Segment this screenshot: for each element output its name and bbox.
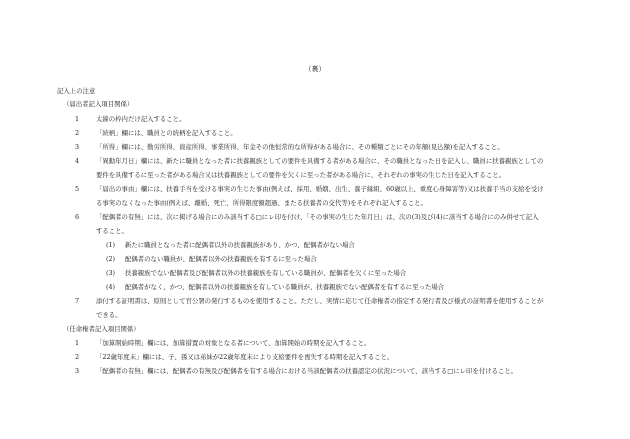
item-text-continued: る事実のなくなった事由(例えば、離婚、死亡、所得限度額超過、またる扶養者の交代等)をそれぞれ記入すること。 — [96, 199, 427, 207]
page-label: （裏） — [304, 65, 326, 73]
item-text-continued: 要件を具備するに至った者がある場合又は扶養親族としての要件を欠くに至った者がある場合に、それぞれの事実の生じた日を記入すること。 — [96, 171, 505, 179]
item-number: 3 — [75, 143, 80, 151]
item-text: 添付する証明書は、原則として官公署の発行するものを使用すること。ただし、実情に応じて任命権者の指定する発行者及び様式の証明書を使用することが — [96, 297, 544, 305]
item-number: 6 — [75, 213, 80, 221]
item-text: 「続柄」欄には、職員との続柄を記入すること。 — [96, 129, 237, 137]
item-text: 「異動年月日」欄には、新たに職員となった者に扶養親族としての要件を具備する者がある場合に、その職員となった日を記入し、職員に扶養親族としての — [96, 157, 544, 165]
section1-heading: （届出者記入項目関係） — [63, 100, 134, 108]
item-text: 「配偶者の有無」欄には、配偶者の有無及び配偶者を有する場合における当該配偶者の扶養認定の状況について、該当する□にレ印を付けること。 — [96, 367, 518, 375]
subitem-text: 新たに職員となった者に配偶者以外の扶養親族があり、かつ、配偶者がない場合 — [125, 241, 355, 249]
notes-title: 記入上の注意 — [57, 87, 96, 95]
subitem-number: (3) — [106, 269, 116, 277]
item-text-continued: できる。 — [96, 311, 122, 319]
item-number: 7 — [75, 297, 80, 305]
item-number: 3 — [75, 367, 80, 375]
item-text-continued: すること。 — [96, 227, 128, 235]
subitem-number: (2) — [106, 255, 116, 263]
subitem-text: 配偶者がなく、かつ、配偶者以外の扶養親族を有している職員が、扶養親族でない配偶者を有するに至った場合 — [125, 283, 445, 291]
item-number: 1 — [75, 115, 80, 123]
item-text: 太線の枠内だけ記入すること。 — [96, 115, 186, 123]
item-number: 2 — [75, 353, 80, 361]
subitem-text: 扶養親族でない配偶者及び配偶者以外の扶養親族を有している職員が、配偶者を欠くに至った場合 — [125, 269, 407, 277]
item-number: 4 — [75, 157, 80, 165]
subitem-number: (4) — [106, 283, 116, 291]
subitem-text: 配偶者のない職員が、配偶者以外の扶養親族を有するに至った場合 — [125, 255, 317, 263]
item-number: 1 — [75, 339, 80, 347]
item-text: 「22歳年度末」欄には、子、孫又は弟妹が22歳年度末により支給要件を喪失する時期を記入すること。 — [96, 353, 394, 361]
item-number: 2 — [75, 129, 80, 137]
item-number: 5 — [75, 185, 80, 193]
section2-heading: （任命権者記入項目関係） — [63, 325, 140, 333]
item-text: 「所得」欄には、勤労所得、資産所得、事業所得、年金その他恒常的な所得がある場合に、その種類ごとにその年額(見込額)を記入すること。 — [96, 143, 504, 151]
item-text: 「配偶者の有無」には、次に掲げる場合にのみ該当する□にレ印を付け、「その事実の生じた年月日」は、次の(3)及び(4)に該当する場合にのみ併せて記入 — [96, 213, 539, 221]
item-text: 「加算開始時期」欄には、加算措置の対象となる者について、加算開始の時期を記入すること。 — [96, 339, 371, 347]
subitem-number: (1) — [106, 241, 116, 249]
item-text: 「届出の事由」欄には、扶養手当を受ける事実の生じた事由(例えば、採用、婚姻、出生、養子縁組、60歳以上、重度心身障害等)又は扶養手当の支給を受け — [96, 185, 544, 193]
